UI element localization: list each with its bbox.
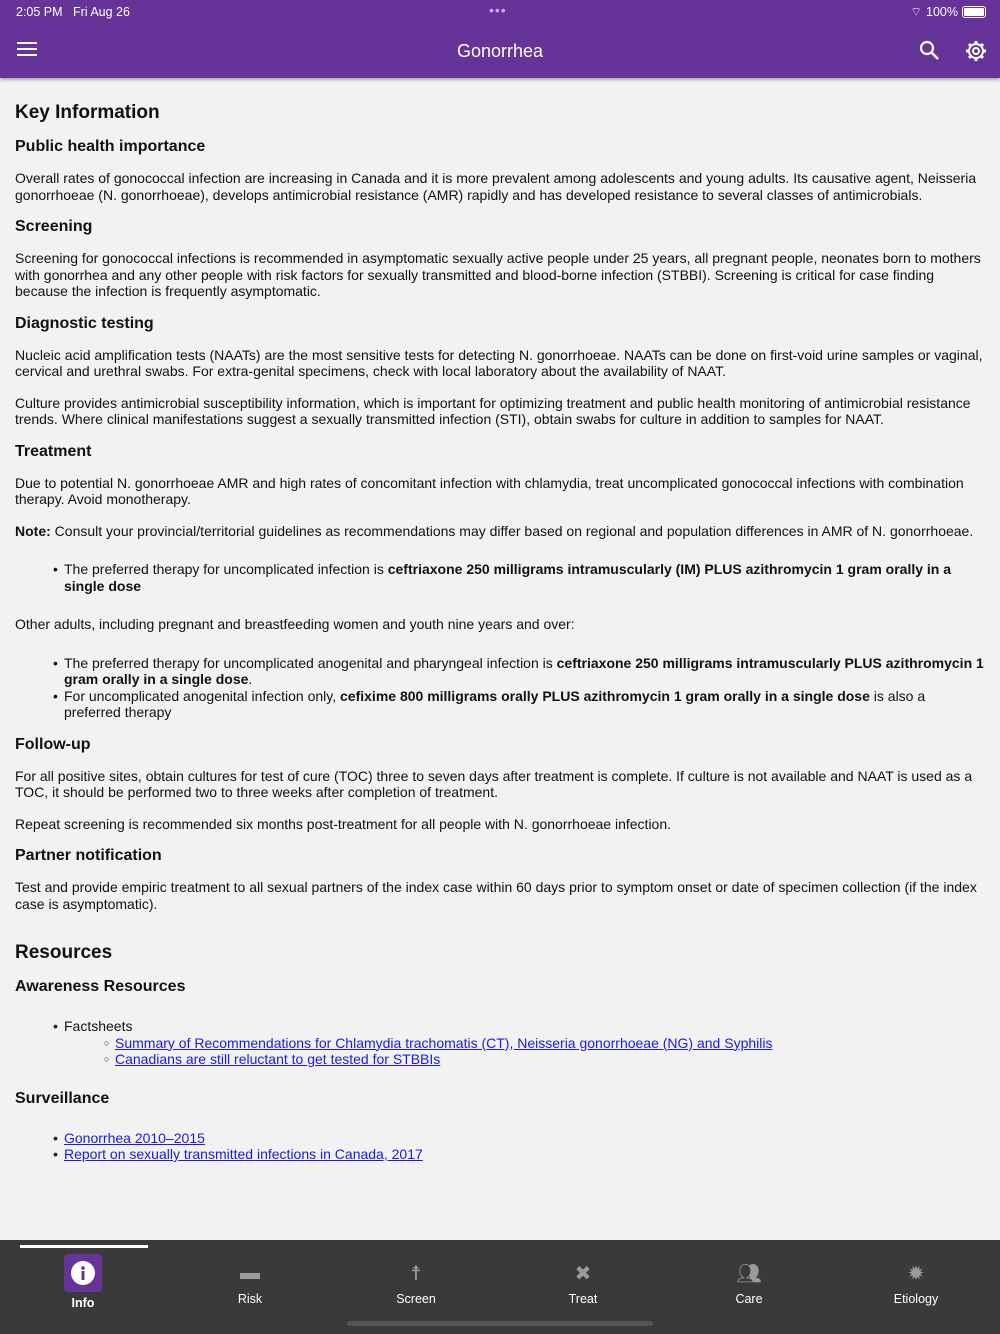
bed-icon: ▬ — [240, 1261, 260, 1284]
paragraph: Test and provide empiric treatment to all sexual partners of the index case within 60 days prior to symptom onset or date of specimen collection (if the index case is asymptomatic). — [15, 879, 977, 912]
paragraph: Due to potential N. gonorrhoeae AMR and high rates of concomitant infection with chlamydia, treat uncomplicated gonococcal infections with combination therapy. Avoid monotherapy. — [15, 474, 964, 507]
note-paragraph: Note: Consult your provincial/territorial guidelines as recommendations may differ based on regional and population differences in AMR of N. gonorrhoeae. — [15, 522, 974, 539]
list-item — [53, 1130, 985, 1147]
section-heading: Key Information — [15, 102, 160, 123]
subheading: Public health importance — [15, 138, 206, 155]
bullet-list — [53, 655, 985, 721]
list-item: • The preferred therapy for uncomplicated anogenital and pharyngeal infection is ceftriaxone 250 milligrams intramuscularly PLUS azithromycin 1 gram orally in a single dose. — [53, 655, 985, 688]
bottom-tab-bar — [0, 1240, 1000, 1334]
list-item — [104, 1051, 985, 1068]
paragraph: Nucleic acid amplification tests (NAATs) are the most sensitive tests for detecting N. gonorrhoeae. NAATs can be done on first-void urine samples or vaginal, cervical and urethral swabs. For extra-genital specimens, check with local laboratory about the availability of NAAT. — [15, 346, 983, 379]
wifi-icon: ⌔ — [910, 5, 923, 19]
gear-icon[interactable] — [964, 39, 988, 63]
bullet-list — [53, 561, 985, 594]
section-heading: Resources — [15, 942, 113, 963]
resource-link[interactable]: Canadians are still reluctant to get tested for STBBIs — [115, 1051, 441, 1067]
resource-link[interactable]: Summary of Recommendations for Chlamydia trachomatis (CT), Neisseria gonorrhoeae (NG) and Syphilis — [115, 1034, 773, 1051]
paragraph: Other adults, including pregnant and breastfeeding women and youth nine years and over: — [15, 616, 575, 632]
app-bar — [0, 26, 1000, 78]
bullet-list — [53, 1018, 985, 1068]
content-scroll[interactable] — [0, 78, 1000, 1240]
active-tab-indicator — [20, 1245, 148, 1248]
resource-link[interactable]: Gonorrhea 2010–2015 — [64, 1129, 205, 1146]
tab-screen[interactable]: ☨ Screen — [356, 1254, 476, 1306]
multitask-dots-icon[interactable]: ••• — [489, 2, 507, 18]
status-time: 2:05 PM Fri Aug 26 — [16, 5, 130, 19]
tab-etiology[interactable]: ✹ Etiology — [856, 1254, 976, 1306]
list-item: • Factsheets ○ Summary of Recommendations for Chlamydia trachomatis (CT), Neisseria gonorrhoeae (NG) and Syphilis ○ Canadians are still reluctant to get tested for STBBIs — [53, 1018, 985, 1068]
search-icon[interactable] — [918, 39, 940, 61]
bandage-icon: ✖ — [574, 1262, 592, 1285]
subheading: Partner notification — [15, 847, 162, 864]
paragraph: Screening for gonococcal infections is recommended in asymptomatic sexually active people under 25 years, all pregnant people, neonates born to mothers with gonorrhea and any other people with risk factors for sexually transmitted and blood-borne infection (STBBI). Screening is critical for case finding because the infection is frequently asymptomatic. — [15, 250, 981, 299]
list-item — [104, 1035, 985, 1052]
people-icon: 👥︎ — [736, 1262, 762, 1285]
tab-info[interactable]: Info — [23, 1254, 143, 1310]
paragraph: Overall rates of gonococcal infection are increasing in Canada and it is more prevalent among adolescents and young adults. Its causative agent, Neisseria gonorrhoeae (N. gonorrhoeae), develops antimicrobial resistance (AMR) rapidly and has developed resistance to several classes of antimicrobials. — [15, 170, 977, 203]
paragraph: For all positive sites, obtain cultures for test of cure (TOC) three to seven days after treatment is complete. If culture is not available and NAAT is used as a TOC, it should be performed two to three weeks after completion of treatment. — [15, 767, 973, 800]
page-title: Gonorrhea — [456, 41, 544, 61]
subheading: Treatment — [15, 442, 92, 460]
list-item — [53, 1146, 985, 1163]
virus-icon: ✹ — [907, 1262, 925, 1285]
subheading: Awareness Resources — [15, 978, 186, 995]
bullet-list — [53, 1130, 985, 1163]
subheading: Surveillance — [15, 1089, 110, 1107]
paragraph: Repeat screening is recommended six months post-treatment for all people with N. gonorrhoeae infection. — [15, 815, 672, 832]
tab-treat[interactable]: ✖ Treat — [523, 1254, 643, 1306]
subheading: Follow-up — [15, 735, 91, 753]
list-item: • The preferred therapy for uncomplicated infection is ceftriaxone 250 milligrams intramuscularly (IM) PLUS azithromycin 1 gram orally in a single dose — [53, 561, 985, 594]
tab-care[interactable]: 👥︎ Care — [689, 1254, 809, 1306]
list-item: • For uncomplicated anogenital infection only, cefixime 800 milligrams orally PLUS azithromycin 1 gram orally in a single dose is also a preferred therapy — [53, 688, 985, 721]
battery-percent: 100% — [926, 5, 958, 19]
tab-risk[interactable]: ▬ Risk — [190, 1254, 310, 1306]
person-icon: ☨ — [410, 1262, 422, 1285]
home-indicator[interactable] — [347, 1321, 653, 1326]
info-icon — [64, 1254, 102, 1292]
subheading: Diagnostic testing — [15, 314, 154, 332]
paragraph: Culture provides antimicrobial susceptibility information, which is important for optimizing treatment and public health monitoring of antimicrobial resistance trends. Where clinical manifestations suggest a sexually transmitted infection (STI), obtain swabs for culture in addition to samples for NAAT. — [15, 394, 971, 427]
subheading: Screening — [15, 218, 93, 235]
battery-icon — [962, 6, 986, 18]
status-bar — [0, 0, 1000, 26]
resource-link[interactable]: Report on sexually transmitted infections in Canada, 2017 — [64, 1146, 423, 1162]
